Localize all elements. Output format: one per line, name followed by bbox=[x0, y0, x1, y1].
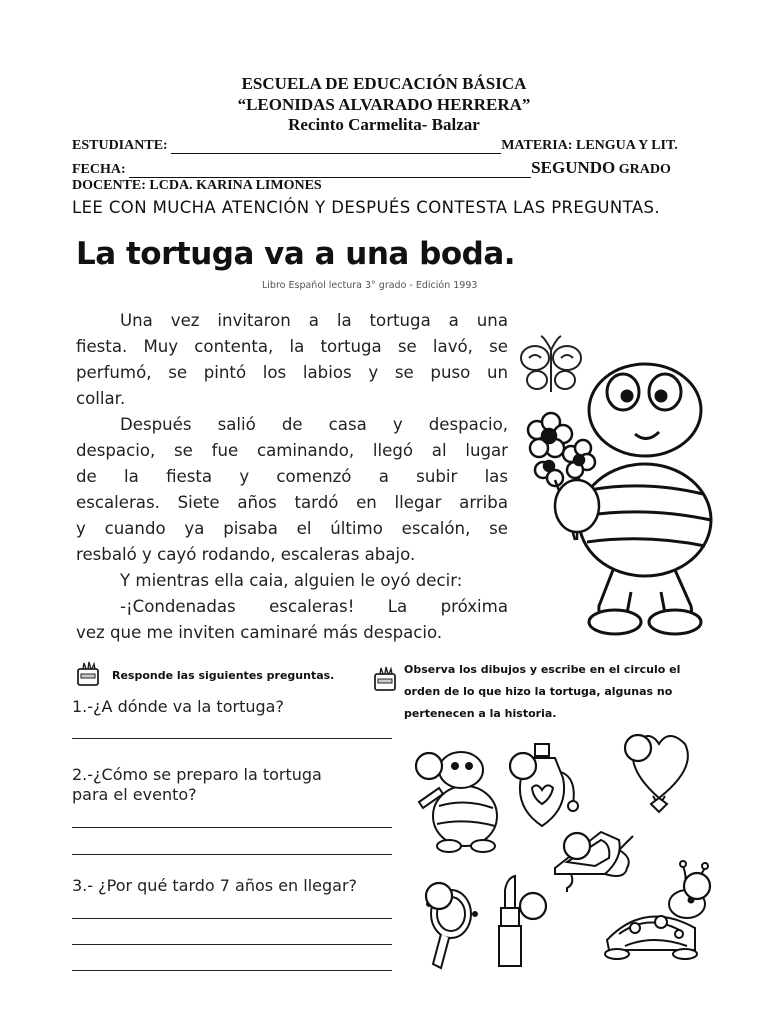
student-name-blank[interactable] bbox=[171, 153, 501, 154]
order-circle-iron[interactable] bbox=[564, 833, 590, 859]
story-line: Y mientras ella caia, alguien le oyó decir: bbox=[120, 571, 463, 590]
ordering-instruction bbox=[404, 659, 714, 725]
reading-instruction: LEE CON MUCHA ATENCIÓN Y DESPUÉS CONTESTA LAS PREGUNTAS. bbox=[72, 198, 661, 217]
order-circle-lipstick[interactable] bbox=[520, 893, 546, 919]
order-circle-turtle[interactable] bbox=[416, 753, 442, 779]
school-campus: Recinto Carmelita- Balzar bbox=[288, 115, 480, 134]
story-text bbox=[76, 308, 508, 646]
turtle-with-flowers-illustration bbox=[515, 330, 720, 640]
ordering-instruction-line: orden de lo que hizo la tortuga, algunas no bbox=[404, 685, 673, 698]
pencil-cup-icon bbox=[75, 661, 101, 687]
flower-icon bbox=[528, 413, 599, 540]
date-row bbox=[72, 158, 671, 178]
student-row bbox=[72, 138, 678, 154]
grade-word: SEGUNDO bbox=[531, 158, 616, 177]
butterfly-icon bbox=[521, 336, 581, 392]
story-line: -¡Condenadas escaleras! La próxima bbox=[120, 597, 508, 616]
ordering-instruction-line: pertenecen a la historia. bbox=[404, 707, 557, 720]
story-line: despacio, se fue caminando, llegó al lugar bbox=[76, 441, 508, 460]
subject-label: MATERIA: LENGUA Y LIT. bbox=[501, 138, 678, 153]
answer-line[interactable] bbox=[72, 944, 392, 945]
order-circle-necklace[interactable] bbox=[625, 735, 651, 761]
date-label: FECHA: bbox=[72, 162, 126, 177]
teacher-row: DOCENTE: LCDA. KARINA LIMONES bbox=[72, 178, 322, 193]
answer-line[interactable] bbox=[72, 970, 392, 971]
story-line: collar. bbox=[76, 389, 126, 408]
grade-label: GRADO bbox=[618, 162, 671, 177]
story-line: fiesta. Muy contenta, la tortuga se lavó, se bbox=[76, 337, 508, 356]
story-line: Después salió de casa y despacio, bbox=[120, 415, 508, 434]
story-line: y cuando ya pisaba el último escalón, se bbox=[76, 519, 508, 538]
ordering-instruction-line: Observa los dibujos y escribe en el circulo el bbox=[404, 663, 681, 676]
ordering-pictures bbox=[405, 728, 720, 978]
answer-line[interactable] bbox=[72, 854, 392, 855]
story-source: Libro Español lectura 3° grado - Edición 1993 bbox=[262, 280, 478, 291]
student-label: ESTUDIANTE: bbox=[72, 138, 168, 153]
story-line: Una vez invitaron a la tortuga a una bbox=[120, 311, 508, 330]
lipstick-icon bbox=[499, 876, 521, 966]
order-circle-perfume[interactable] bbox=[510, 753, 536, 779]
order-circle-mirror[interactable] bbox=[426, 883, 452, 909]
question-2-line-1: 2.-¿Cómo se preparo la tortuga bbox=[72, 765, 322, 784]
story-title: La tortuga va a una boda. bbox=[76, 236, 516, 272]
questions-instruction: Responde las siguientes preguntas. bbox=[112, 669, 335, 682]
question-2-line-2: para el evento? bbox=[72, 785, 197, 804]
question-1: 1.-¿A dónde va la tortuga? bbox=[72, 697, 284, 716]
answer-line[interactable] bbox=[72, 827, 392, 828]
story-line: escaleras. Siete años tardó en llegar arriba bbox=[76, 493, 508, 512]
story-line: de la fiesta y comenzó a subir las bbox=[76, 467, 508, 486]
story-line: perfumó, se pintó los labios y se puso un bbox=[76, 363, 508, 382]
pencil-cup-icon bbox=[372, 666, 398, 692]
school-title: ESCUELA DE EDUCACIÓN BÁSICA bbox=[241, 74, 527, 93]
question-3: 3.- ¿Por qué tardo 7 años en llegar? bbox=[72, 876, 358, 895]
story-line: resbaló y cayó rodando, escaleras abajo. bbox=[76, 545, 416, 564]
story-line: vez que me inviten caminaré más despacio. bbox=[76, 623, 443, 642]
school-name: “LEONIDAS ALVARADO HERRERA” bbox=[237, 95, 531, 114]
answer-line[interactable] bbox=[72, 918, 392, 919]
answer-line[interactable] bbox=[72, 738, 392, 739]
order-circle-ball-turtle[interactable] bbox=[684, 873, 710, 899]
